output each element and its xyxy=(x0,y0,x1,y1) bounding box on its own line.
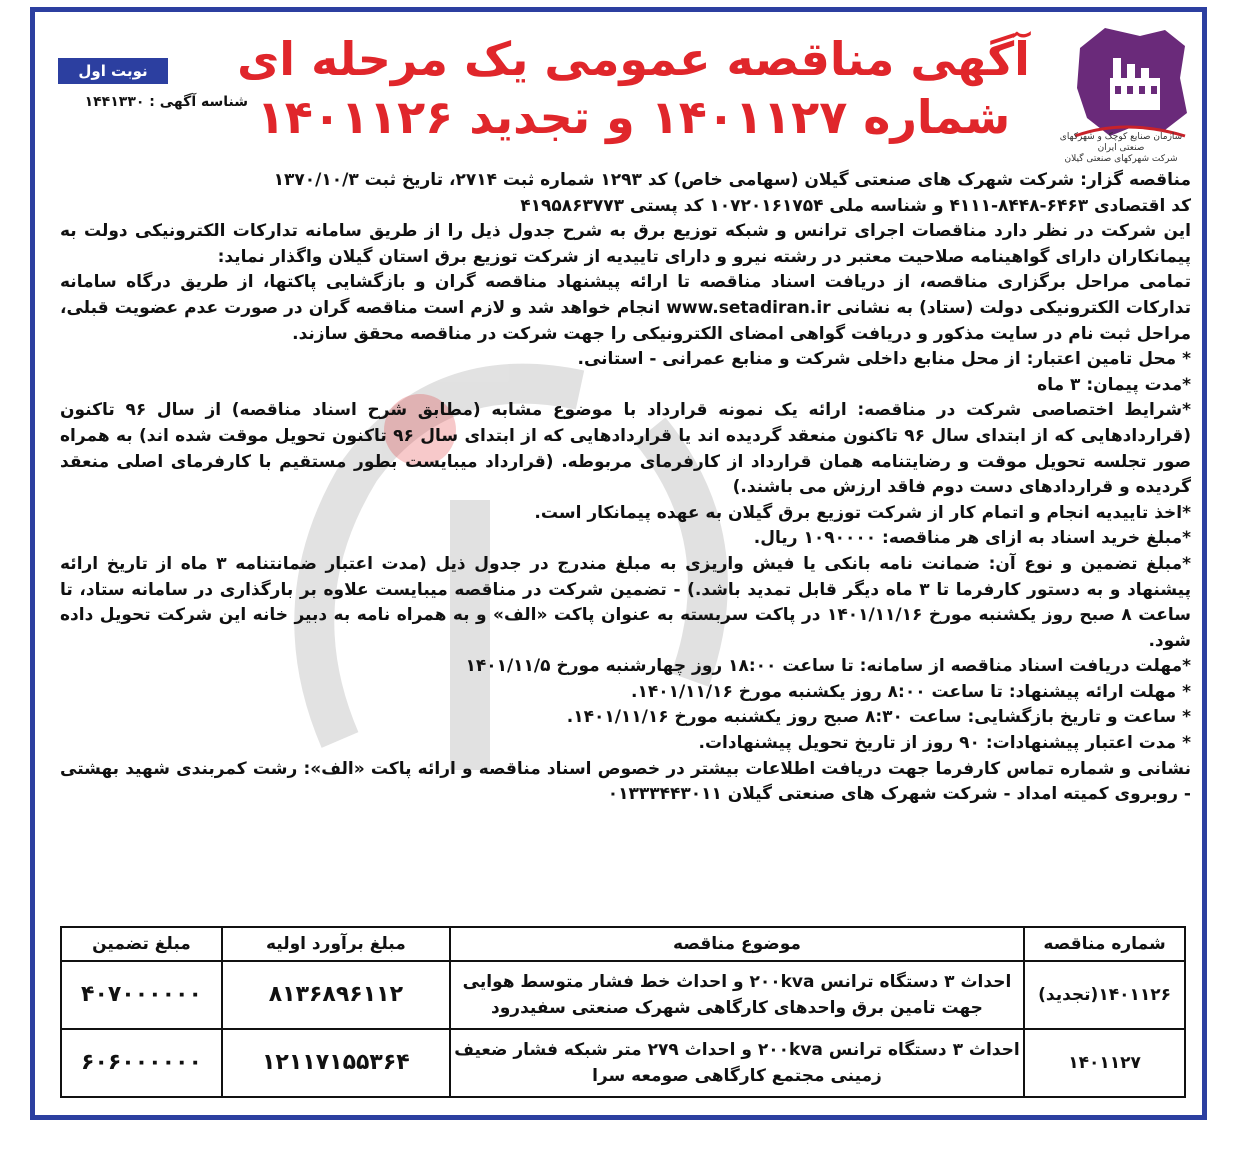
cell-number: ۱۴۰۱۱۲۷ xyxy=(1024,1029,1185,1097)
announcement-body xyxy=(60,168,1191,808)
contract-duration: *مدت پیمان: ۳ ماه xyxy=(1037,374,1191,395)
table-row xyxy=(61,961,1185,1029)
intro-paragraph: این شرکت در نظر دارد مناقصات اجرای ترانس و شبکه توزیع برق به شرح جدول ذیل را از طریق سامانه تدارکات الکترونیکی دولت به پیمانکاران دارای گواهینامه صلاحیت معتبر در رشته نیرو و دارای تاییدیه از شرکت توزیع برق استان گیلان واگذار نماید: xyxy=(60,221,1191,267)
approval-note: *اخذ تاییدیه انجام و اتمام کار از شرکت توزیع برق گیلان به عهده پیمانکار است. xyxy=(534,502,1191,523)
bid-deadline: * مهلت ارائه پیشنهاد: تا ساعت ۸:۰۰ روز یکشنبه مورخ ۱۴۰۱/۱۱/۱۶. xyxy=(630,681,1191,702)
ad-id: شناسه آگهی : ۱۴۴۱۳۳۰ xyxy=(84,94,248,110)
guarantee-info: *مبلغ تضمین و نوع آن: ضمانت نامه بانکی یا فیش واریزی به مبلغ مندرج در جدول ذیل (مدت اعتبار ضمانتنامه ۳ ماه از تاریخ ارائه پیشنهاد و به دستور کارفرما تا ۳ ماه دیگر قابل تمدید باشد.) - تضمین شرکت در مناقصه میبایست علاوه بر بارگذاری در سامانه ستاد، تا ساعت ۸ صبح روز یکشنبه مورخ ۱۴۰۱/۱۱/۱۶ در پاکت سربسته به عنوان پاکت «الف» و به همراه نامه به دبیر خانه این شرکت تحویل داده شود. xyxy=(60,553,1191,651)
cell-subject: احداث ۳ دستگاه ترانس ۲۰۰kva و احداث ۲۷۹ متر شبکه فشار ضعیف زمینی مجتمع کارگاهی صومعه سرا xyxy=(450,1029,1024,1097)
funding-source: * محل تامین اعتبار: از محل منابع داخلی شرکت و منابع عمرانی - استانی. xyxy=(577,349,1191,370)
cell-subject: احداث ۳ دستگاه ترانس ۲۰۰kva و احداث خط فشار متوسط هوایی جهت تامین برق واحدهای کارگاهی شهرک صنعتی سفیدرود xyxy=(450,961,1024,1029)
logo-caption-company: شرکت شهرکهای صنعتی گیلان xyxy=(1064,154,1178,164)
process-paragraph: تمامی مراحل برگزاری مناقصه، از دریافت اسناد مناقصه تا ارائه پیشنهاد مناقصه گران و بازگشایی پاکتها، از طریق درگاه سامانه تدارکات الکترونیکی دولت (ستاد) به نشانی www.setadiran.ir انجام خواهد شد و لازم است مناقصه گران در صورت عدم عضویت قبلی، مراحل ثبت نام در سایت مذکور و دریافت گواهی امضای الکترونیکی را جهت شرکت در مناقصه محقق سازند. xyxy=(60,272,1191,344)
logo-caption-org: سازمان صنایع کوچک و شهرکهای صنعتی ایران xyxy=(1059,132,1183,153)
tender-table xyxy=(60,926,1186,1098)
cell-estimate: ۱۲۱۱۷۱۵۵۳۶۴ xyxy=(222,1029,450,1097)
title-line-2: شماره ۱۴۰۱۱۲۷ و تجدید ۱۴۰۱۱۲۶ xyxy=(256,90,1011,144)
economic-code: کد اقتصادی ۶۴۶۳-۸۴۴۸-۴۱۱۱ و شناسه ملی ۱۰۷۲۰۱۶۱۷۵۴ کد پستی ۴۱۹۵۸۶۳۷۷۳ xyxy=(520,195,1191,216)
cell-number: ۱۴۰۱۱۲۶(تجدید) xyxy=(1024,961,1185,1029)
cell-guarantee: ۴۰۷۰۰۰۰۰۰ xyxy=(61,961,222,1029)
cell-guarantee: ۶۰۶۰۰۰۰۰۰ xyxy=(61,1029,222,1097)
page-title xyxy=(230,30,1037,146)
col-header-guarantee: مبلغ تضمین xyxy=(61,927,222,961)
col-header-subject: موضوع مناقصه xyxy=(450,927,1024,961)
bid-validity: * مدت اعتبار پیشنهادات: ۹۰ روز از تاریخ تحویل پیشنهادات. xyxy=(698,733,1191,754)
table-header-row xyxy=(61,927,1185,961)
title-line-1: آگهی مناقصه عمومی یک مرحله ای xyxy=(237,32,1030,86)
document-deadline: *مهلت دریافت اسناد مناقصه از سامانه: تا ساعت ۱۸:۰۰ روز چهارشنبه مورخ ۱۴۰۱/۱۱/۵ xyxy=(465,656,1191,677)
tenderer-info: مناقصه گزار: شرکت شهرک های صنعتی گیلان (سهامی خاص) کد ۱۲۹۳ شماره ثبت ۲۷۱۴، تاریخ ثبت ۱۳۷۰/۱۰/۳ xyxy=(273,170,1191,190)
col-header-estimate: مبلغ برآورد اولیه xyxy=(222,927,450,961)
cell-estimate: ۸۱۳۶۸۹۶۱۱۲ xyxy=(222,961,450,1029)
document-price: *مبلغ خرید اسناد به ازای هر مناقصه: ۱۰۹۰۰۰۰ ریال. xyxy=(753,528,1191,549)
col-header-number: شماره مناقصه xyxy=(1024,927,1185,961)
logo-caption xyxy=(1051,132,1191,165)
special-conditions: *شرایط اختصاصی شرکت در مناقصه: ارائه یک نمونه قرارداد با موضوع مشابه (مطابق شرح اسناد مناقصه) از سال ۹۶ تاکنون (قراردادهایی که از ابتدای سال ۹۶ تاکنون منعقد گردیده اند یا قراردادهایی که از ابتدای سال ۹۶ تاکنون تحویل موقت شده اند) به همراه صور تجلسه تحویل موقت و رضایتنامه همان قرارداد از کارفرمای مربوطه. (قرارداد میبایست بطور مستقیم با کارفرمای اصلی منعقد گردیده و قراردادهای دست دوم فاقد ارزش می باشند.) xyxy=(60,400,1192,498)
table-row xyxy=(61,1029,1185,1097)
contact-address: نشانی و شماره تماس کارفرما جهت دریافت اطلاعات بیشتر در خصوص اسناد مناقصه و ارائه پاکت «الف»: رشت کمربندی شهید بهشتی - روبروی کمیته امداد - شرکت شهرک های صنعتی گیلان ۰۱۳۳۳۴۴۳۰۱۱ xyxy=(60,758,1191,805)
first-round-badge: نوبت اول xyxy=(58,58,168,84)
opening-time: * ساعت و تاریخ بازگشایی: ساعت ۸:۳۰ صبح روز یکشنبه مورخ ۱۴۰۱/۱۱/۱۶. xyxy=(566,707,1191,728)
